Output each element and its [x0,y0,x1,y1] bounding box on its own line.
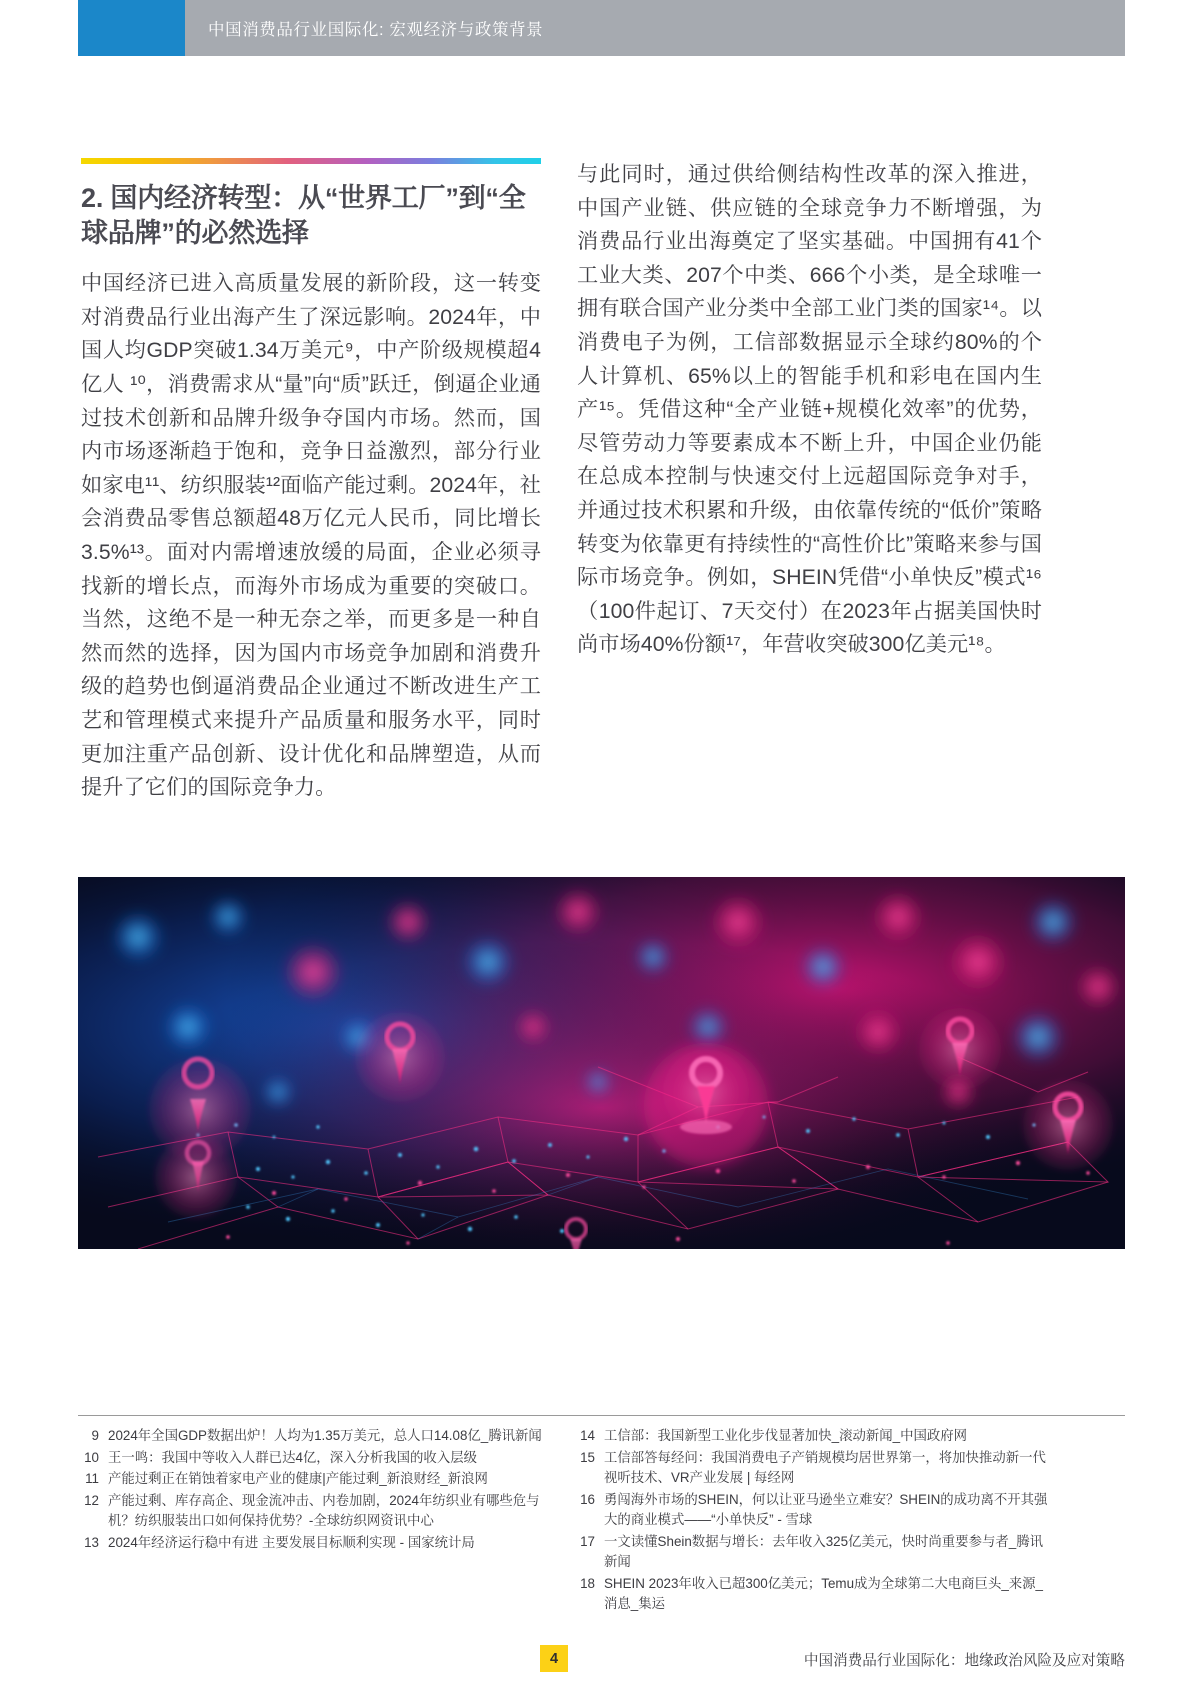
network-graphic [78,877,1125,1249]
left-column [81,158,541,805]
left-body-paragraph: 中国经济已进入高质量发展的新阶段，这一转变对消费品行业出海产生了深远影响。2024年，中国人均GDP突破1.34万美元⁹，中产阶级规模超4亿人 ¹⁰，消费需求从“量”向“质”跃迁，倒逼企业通过技术创新和品牌升级争夺国内市场。然而，国内市场逐渐趋于饱和，竞争日益激烈，部分行业如家电¹¹、纺织服装¹²面临产能过剩。2024年，社会消费品零售总额超48万亿元人民币，同比增长3.5%¹³。面对内需增速放缓的局面，企业必须寻找新的增长点，而海外市场成为重要的突破口。当然，这绝不是一种无奈之举，而更多是一种自然而然的选择，因为国内市场竞争加剧和消费升级的趋势也倒逼消费品企业通过不断改进生产工艺和管理模式来提升产品质量和服务水平，同时更加注重产品创新、设计优化和品牌塑造，从而提升了它们的国际竞争力。 [81,272,541,800]
footnote-list-left [82,1426,552,1553]
list-item [82,1426,552,1447]
header-title: 中国消费品行业国际化: 宏观经济与政策背景 [208,21,544,39]
list-item [578,1574,1048,1615]
footnote-text: 王一鸣：我国中等收入人群已达4亿，深入分析我国的收入层级 [108,1449,477,1465]
network-visualization-image [78,877,1125,1249]
footnote-number: 18 [580,1575,595,1591]
footnote-number: 10 [84,1449,99,1465]
footnote-text: 产能过剩、库存高企、现金流冲击、内卷加剧，2024年纺织业有哪些危与机？纺织服装出口如何保持优势？-全球纺织网资讯中心 [108,1492,540,1528]
page-footer [78,1645,1125,1675]
header-bar [185,0,1125,56]
section-accent-rule [81,158,541,164]
footnote-text: 工信部答每经问：我国消费电子产销规模均居世界第一，将加快推动新一代视听技术、VR产业发展 | 每经网 [604,1449,1046,1485]
list-item [82,1469,552,1490]
footnote-number: 9 [91,1428,99,1443]
page-number-badge: 4 [540,1645,568,1672]
list-item [578,1532,1048,1573]
footnote-number: 12 [84,1492,99,1508]
footnote-number: 11 [85,1471,99,1486]
footnote-text: 2024年经济运行稳中有进 主要发展目标顺利实现 - 国家统计局 [108,1534,475,1550]
list-item [82,1448,552,1469]
footnote-text: 勇闯海外市场的SHEIN，何以让亚马逊坐立难安？SHEIN的成功离不开其强大的商业模式——“小单快反” - 雪球 [604,1491,1048,1527]
page-title: 2. 国内经济转型：从“世界工厂”到“全球品牌”的必然选择 [81,183,526,249]
footer-title: 中国消费品行业国际化：地缘政治风险及应对策略 [803,1653,1125,1669]
footnote-list-right [578,1426,1048,1615]
list-item [82,1491,552,1532]
list-item [578,1448,1048,1489]
footnote-number: 15 [580,1449,595,1465]
page-header [78,0,1125,56]
footnote-number: 14 [580,1428,595,1443]
footnote-text: 一文读懂Shein数据与增长：去年收入325亿美元，快时尚重要参与者_腾讯新闻 [604,1533,1043,1569]
footnotes-right-column [578,1426,1048,1616]
footnote-text: SHEIN 2023年收入已超300亿美元；Temu成为全球第二大电商巨头_来源_消息_集运 [604,1575,1044,1611]
footnote-divider [78,1415,1125,1416]
footnote-number: 17 [580,1533,595,1549]
list-item [578,1490,1048,1531]
footnote-number: 13 [84,1534,99,1550]
header-accent-block [78,0,185,56]
footnote-text: 2024年全国GDP数据出炉！人均为1.35万美元，总人口14.08亿_腾讯新闻 [108,1428,542,1443]
right-column [577,158,1042,662]
footnote-text: 工信部：我国新型工业化步伐显著加快_滚动新闻_中国政府网 [604,1428,968,1443]
footnote-text: 产能过剩正在销蚀着家电产业的健康|产能过剩_新浪财经_新浪网 [108,1471,488,1486]
footnotes-left-column [82,1426,552,1554]
list-item [82,1533,552,1554]
list-item [578,1426,1048,1447]
footnote-number: 16 [580,1491,595,1507]
right-body-paragraph: 与此同时，通过供给侧结构性改革的深入推进，中国产业链、供应链的全球竞争力不断增强，为消费品行业出海奠定了坚实基础。中国拥有41个工业大类、207个中类、666个小类，是全球唯一拥有联合国产业分类中全部工业门类的国家¹⁴。以消费电子为例，工信部数据显示全球约80%的个人计算机、65%以上的智能手机和彩电在国内生产¹⁵。凭借这种“全产业链+规模化效率”的优势，尽管劳动力等要素成本不断上升，中国企业仍能在总成本控制与快速交付上远超国际竞争对手，并通过技术积累和升级，由依靠传统的“低价”策略转变为依靠更有持续性的“高性价比”策略来参与国际市场竞争。例如，SHEIN凭借“小单快反”模式¹⁶（100件起订、7天交付）在2023年占据美国快时尚市场40%份额¹⁷，年营收突破300亿美元¹⁸。 [577,163,1042,657]
